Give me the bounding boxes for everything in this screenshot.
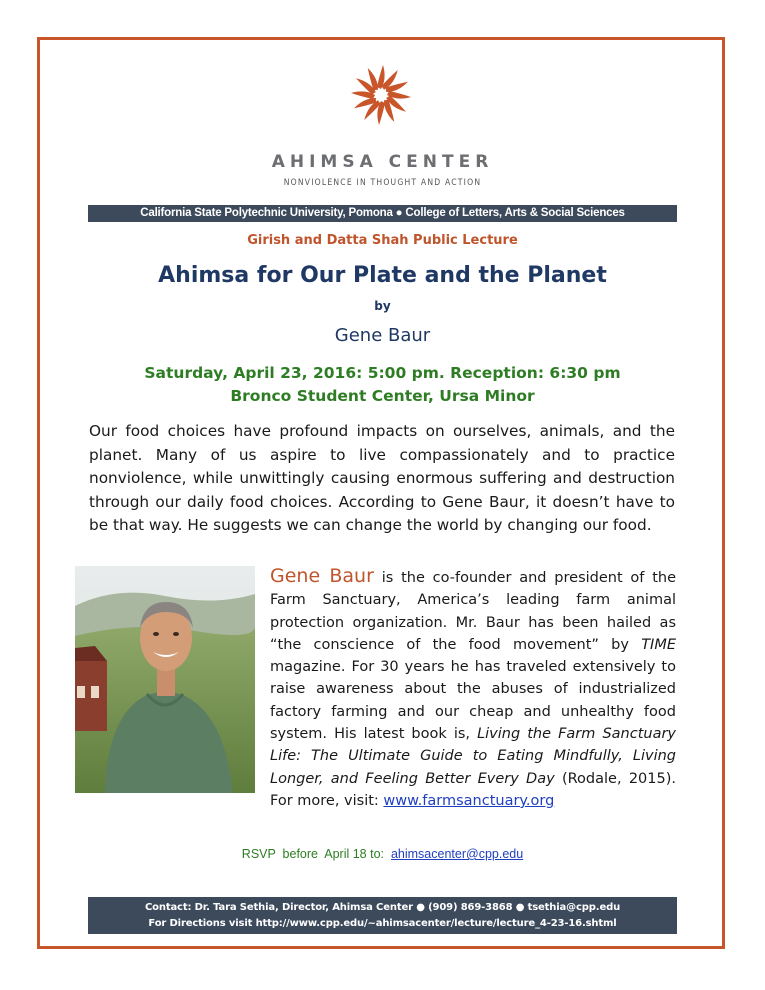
pinwheel-logo-icon [348,62,414,128]
event-date: Saturday, April 23, 2016: 5:00 pm. Reception: 6:30 pm [144,364,621,382]
bio-book-title: Living the Farm Sanctuary Life: The Ultimate Guide to Eating Mindfully, Living Longer, and Feeling Better Every Day [270,726,677,787]
intro-paragraph: Our food choices have profound impacts on ourselves, animals, and the planet. Many of us aspire to live compassionately and to practice nonviolence, while unwittingly causing enormous suffering and destruction through our daily food choices. According to Gene Baur, it doesn’t have to be that way. He suggests we can change the world by changing our food. [89,422,675,534]
bio-speaker-name: Gene Baur [270,565,374,587]
speaker-bio [270,565,676,812]
bio-text-3: (Rodale, 2015). For more, visit: [270,770,676,809]
footer-contact: Contact: Dr. Tara Sethia, Director, Ahimsa Center ● (909) 869-3868 ● tsethia@cpp.edu [144,902,621,913]
brand-name: AHIMSA CENTER [271,152,494,172]
contact-footer [88,897,677,934]
rsvp-text: RSVP before April 18 to: [241,847,391,861]
speaker-name: Gene Baur [334,325,431,346]
speaker-photo [75,566,255,793]
lecture-series: Girish and Datta Shah Public Lecture [247,233,518,248]
bio-text-2: magazine. For 30 years he has traveled extensively to raise awareness about the abuses of industrialized factory farming and our cheap and unhealthy food system. His latest book is, [270,659,676,743]
rsvp-email-link[interactable]: ahimsacenter@cpp.edu [390,847,524,861]
brand-tagline: NONVIOLENCE IN THOUGHT AND ACTION [283,178,482,188]
bio-magazine: TIME [641,636,676,653]
farm-sanctuary-link[interactable]: www.farmsanctuary.org [383,792,555,809]
university-banner: California State Polytechnic University, Pomona ● College of Letters, Arts & Social Sciences [88,205,677,222]
event-location: Bronco Student Center, Ursa Minor [230,387,535,405]
bio-text-1: is the co-founder and president of the Farm Sanctuary, America’s leading farm animal protection organization. Mr. Baur has been hailed as “the conscience of the food movement” by [270,570,676,653]
page-title: Ahimsa for Our Plate and the Planet [158,263,607,288]
footer-directions: For Directions visit http://www.cpp.edu/~ahimsacenter/lecture/lecture_4-23-16.shtml [148,918,617,929]
by-label: by [374,299,391,313]
rsvp-line [0,847,765,861]
